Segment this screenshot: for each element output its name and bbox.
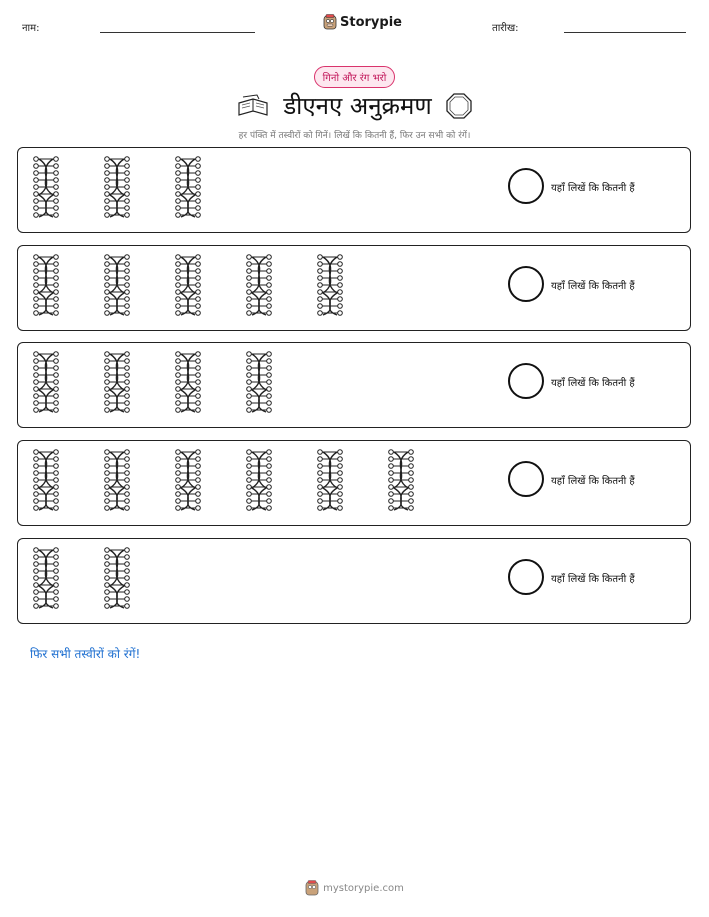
mascot-icon	[305, 880, 319, 896]
write-label: यहाँ लिखें कि कितनी हैं	[551, 281, 635, 292]
dna-icon	[244, 253, 274, 317]
brand-name: Storypie	[340, 14, 402, 30]
dna-icon	[386, 448, 416, 512]
dna-icon	[31, 155, 61, 219]
instructions-wrap	[0, 128, 709, 141]
dna-icon	[102, 350, 132, 414]
write-label: यहाँ लिखें कि कितनी हैं	[551, 378, 635, 389]
write-label: यहाँ लिखें कि कितनी हैं	[551, 183, 635, 194]
dna-icon	[102, 155, 132, 219]
dna-icon	[102, 253, 132, 317]
answer-circle[interactable]	[508, 559, 544, 595]
dna-icon	[244, 350, 274, 414]
date-label: तारीख:	[492, 23, 519, 34]
dna-icon	[315, 253, 345, 317]
count-row-5	[17, 538, 691, 624]
count-row-2	[17, 245, 691, 331]
dna-icon	[173, 253, 203, 317]
site-url[interactable]: mystorypie.com	[323, 882, 404, 894]
name-label: नाम:	[22, 23, 40, 34]
dna-icon	[31, 546, 61, 610]
badge-wrap	[0, 66, 709, 88]
dna-icon	[31, 253, 61, 317]
instructions: हर पंक्ति में तस्वीरों को गिनें। लिखें कि कितनी हैं, फिर उन सभी को रंगें।	[238, 131, 471, 141]
dna-icon	[31, 448, 61, 512]
dna-icon	[102, 546, 132, 610]
dna-icon	[102, 448, 132, 512]
dna-icon	[173, 155, 203, 219]
write-label: यहाँ लिखें कि कितनी हैं	[551, 476, 635, 487]
dna-icon	[31, 350, 61, 414]
category-badge: गिनो और रंग भरो	[314, 66, 396, 88]
octagon-icon	[446, 93, 472, 119]
site-footer	[0, 880, 709, 896]
date-line[interactable]	[564, 32, 686, 33]
color-instruction: फिर सभी तस्वीरों को रंगें!	[30, 647, 141, 661]
brand-logo	[323, 14, 402, 30]
count-row-3	[17, 342, 691, 428]
mascot-icon	[323, 14, 337, 30]
dna-icon	[173, 448, 203, 512]
answer-circle[interactable]	[508, 266, 544, 302]
count-row-1	[17, 147, 691, 233]
write-label: यहाँ लिखें कि कितनी हैं	[551, 574, 635, 585]
page-title: डीएनए अनुक्रमण	[283, 92, 432, 120]
answer-circle[interactable]	[508, 363, 544, 399]
name-line[interactable]	[100, 32, 255, 33]
dna-icon	[244, 448, 274, 512]
dna-icon	[173, 350, 203, 414]
count-row-4	[17, 440, 691, 526]
book-icon	[237, 93, 269, 119]
dna-icon	[315, 448, 345, 512]
title-row	[0, 89, 709, 122]
answer-circle[interactable]	[508, 461, 544, 497]
answer-circle[interactable]	[508, 168, 544, 204]
